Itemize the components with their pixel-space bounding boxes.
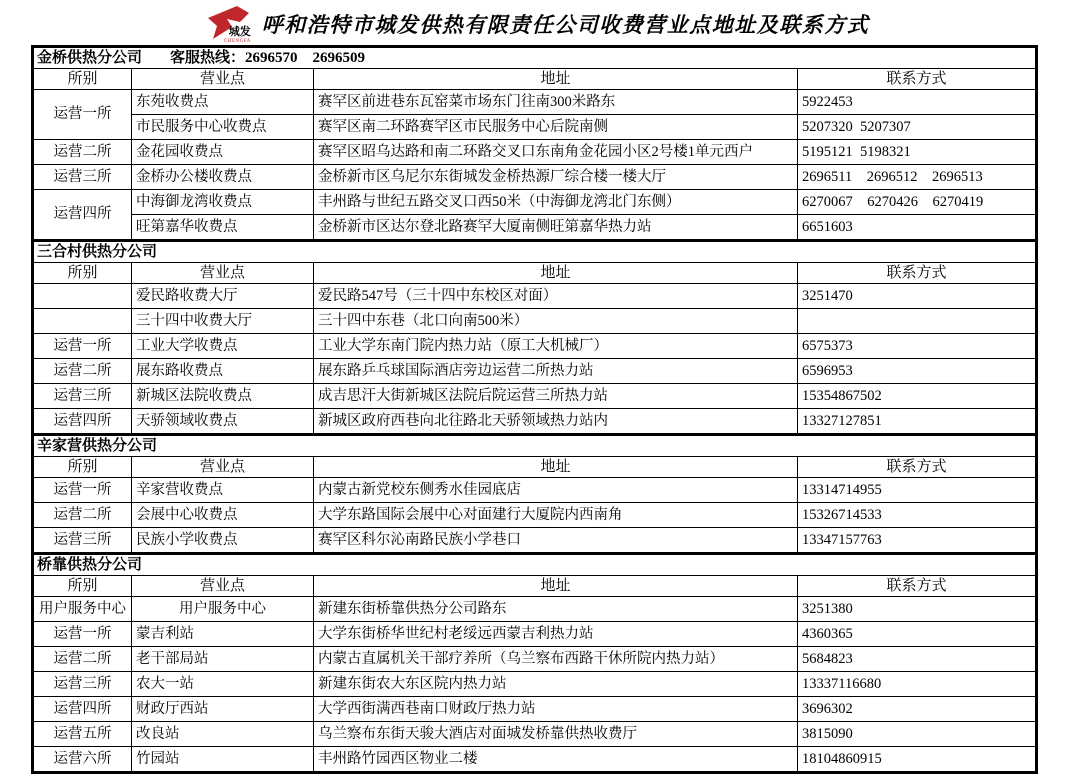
table-row [33, 284, 1037, 309]
hotline-label: 客服热线： [170, 49, 246, 66]
phone-cell: 3251380 [798, 597, 1037, 622]
column-header: 联系方式 [798, 457, 1037, 478]
phone-cell: 5207320 5207307 [798, 115, 1037, 140]
phone-cell: 6596953 [798, 359, 1037, 384]
point-cell: 民族小学收费点 [132, 528, 314, 554]
address-cell: 工业大学东南门院内热力站（原工大机械厂） [314, 334, 798, 359]
column-header: 地址 [314, 69, 798, 90]
address-cell: 成吉思汗大街新城区法院后院运营三所热力站 [314, 384, 798, 409]
section-title-row [33, 241, 1037, 263]
address-cell: 内蒙古新党校东侧秀水佳园底店 [314, 478, 798, 503]
phone-cell: 13314714955 [798, 478, 1037, 503]
point-cell: 市民服务中心收费点 [132, 115, 314, 140]
table-row [33, 409, 1037, 435]
office-cell: 运营三所 [33, 165, 132, 190]
table-row [33, 622, 1037, 647]
table-row [33, 747, 1037, 773]
point-cell: 辛家营收费点 [132, 478, 314, 503]
office-cell: 运营六所 [33, 747, 132, 773]
point-cell: 老干部局站 [132, 647, 314, 672]
column-header: 所别 [33, 69, 132, 90]
table-row [33, 597, 1037, 622]
phone-cell: 6270067 6270426 6270419 [798, 190, 1037, 215]
point-cell: 展东路收费点 [132, 359, 314, 384]
address-cell: 爱民路547号（三十四中东校区对面） [314, 284, 798, 309]
page-header [0, 0, 1075, 45]
address-cell: 三十四中东巷（北口向南500米） [314, 309, 798, 334]
column-header: 所别 [33, 576, 132, 597]
table-row [33, 528, 1037, 554]
office-cell: 运营一所 [33, 334, 132, 359]
section-title-row [33, 435, 1037, 457]
table-row [33, 140, 1037, 165]
table-row [33, 90, 1037, 115]
table-row [33, 647, 1037, 672]
point-cell: 竹园站 [132, 747, 314, 773]
column-header: 营业点 [132, 576, 314, 597]
column-header-row [33, 457, 1037, 478]
column-header: 营业点 [132, 263, 314, 284]
address-cell: 赛罕区南二环路赛罕区市民服务中心后院南侧 [314, 115, 798, 140]
office-cell: 运营一所 [33, 478, 132, 503]
office-cell: 用户服务中心 [33, 597, 132, 622]
column-header: 联系方式 [798, 69, 1037, 90]
office-cell [33, 284, 132, 309]
section-name: 桥靠供热分公司 [37, 556, 143, 573]
column-header: 所别 [33, 263, 132, 284]
section-name: 辛家营供热分公司 [37, 437, 158, 454]
column-header: 地址 [314, 576, 798, 597]
payment-points-table [31, 45, 1038, 774]
address-cell: 新建东街桥靠供热分公司路东 [314, 597, 798, 622]
section-title [33, 241, 1037, 263]
point-cell: 金花园收费点 [132, 140, 314, 165]
phone-cell: 4360365 [798, 622, 1037, 647]
address-cell: 乌兰察布东街天骏大酒店对面城发桥靠供热收费厅 [314, 722, 798, 747]
office-cell: 运营二所 [33, 140, 132, 165]
section-title [33, 554, 1037, 576]
point-cell: 蒙吉利站 [132, 622, 314, 647]
office-cell: 运营二所 [33, 647, 132, 672]
address-cell: 大学东街桥华世纪村老绥远西蒙吉利热力站 [314, 622, 798, 647]
column-header: 地址 [314, 457, 798, 478]
phone-cell: 5922453 [798, 90, 1037, 115]
section-title [33, 47, 1037, 69]
phone-cell: 3815090 [798, 722, 1037, 747]
phone-cell: 18104860915 [798, 747, 1037, 773]
point-cell: 会展中心收费点 [132, 503, 314, 528]
address-cell: 丰州路与世纪五路交叉口西50米（中海御龙湾北门东侧） [314, 190, 798, 215]
phone-cell: 2696511 2696512 2696513 [798, 165, 1037, 190]
section-title [33, 435, 1037, 457]
table-row [33, 503, 1037, 528]
address-cell: 赛罕区昭乌达路和南二环路交叉口东南角金花园小区2号楼1单元西户 [314, 140, 798, 165]
point-cell: 改良站 [132, 722, 314, 747]
column-header: 联系方式 [798, 263, 1037, 284]
address-cell: 新城区政府西巷向北往路北天骄领域热力站内 [314, 409, 798, 435]
column-header: 联系方式 [798, 576, 1037, 597]
address-cell: 赛罕区科尔沁南路民族小学巷口 [314, 528, 798, 554]
point-cell: 新城区法院收费点 [132, 384, 314, 409]
phone-cell: 5195121 5198321 [798, 140, 1037, 165]
office-cell: 运营一所 [33, 90, 132, 140]
point-cell: 用户服务中心 [132, 597, 314, 622]
point-cell: 天骄领域收费点 [132, 409, 314, 435]
section-name: 金桥供热分公司 [37, 49, 143, 66]
phone-cell: 13347157763 [798, 528, 1037, 554]
office-cell: 运营三所 [33, 384, 132, 409]
phone-cell: 6651603 [798, 215, 1037, 241]
address-cell: 丰州路竹园西区物业二楼 [314, 747, 798, 773]
hotline-numbers: 2696570 2696509 [245, 49, 366, 66]
column-header-row [33, 263, 1037, 284]
office-cell: 运营四所 [33, 409, 132, 435]
address-cell: 大学东路国际会展中心对面建行大厦院内西南角 [314, 503, 798, 528]
table-row [33, 165, 1037, 190]
column-header: 营业点 [132, 69, 314, 90]
table-row [33, 384, 1037, 409]
phone-cell: 15354867502 [798, 384, 1037, 409]
section-title-row [33, 554, 1037, 576]
address-cell: 金桥新市区乌尼尔东街城发金桥热源厂综合楼一楼大厅 [314, 165, 798, 190]
office-cell: 运营一所 [33, 622, 132, 647]
table-row [33, 672, 1037, 697]
point-cell: 中海御龙湾收费点 [132, 190, 314, 215]
office-cell: 运营四所 [33, 697, 132, 722]
table-row [33, 334, 1037, 359]
office-cell [33, 309, 132, 334]
office-cell: 运营二所 [33, 359, 132, 384]
table-row [33, 115, 1037, 140]
phone-cell: 13327127851 [798, 409, 1037, 435]
column-header-row [33, 576, 1037, 597]
phone-cell: 3251470 [798, 284, 1037, 309]
table-row [33, 697, 1037, 722]
table-row [33, 190, 1037, 215]
page-title: 呼和浩特市城发供热有限责任公司收费营业点地址及联系方式 [261, 13, 870, 37]
point-cell: 财政厅西站 [132, 697, 314, 722]
table-row [33, 478, 1037, 503]
phone-cell: 15326714533 [798, 503, 1037, 528]
point-cell: 三十四中收费大厅 [132, 309, 314, 334]
address-cell: 赛罕区前进巷东瓦窑菜市场东门往南300米路东 [314, 90, 798, 115]
column-header-row [33, 69, 1037, 90]
logo-text: 城发 [228, 26, 251, 38]
section-name: 三合村供热分公司 [37, 243, 158, 260]
address-cell: 展东路乒乓球国际酒店旁边运营二所热力站 [314, 359, 798, 384]
address-cell: 大学西街满西巷南口财政厅热力站 [314, 697, 798, 722]
point-cell: 农大一站 [132, 672, 314, 697]
logo-subtext: CHENGFA [224, 39, 251, 44]
office-cell: 运营三所 [33, 672, 132, 697]
column-header: 地址 [314, 263, 798, 284]
point-cell: 旺第嘉华收费点 [132, 215, 314, 241]
point-cell: 金桥办公楼收费点 [132, 165, 314, 190]
logo-flag-icon [206, 4, 252, 44]
address-cell: 内蒙古直属机关干部疗养所（乌兰察布西路干休所院内热力站） [314, 647, 798, 672]
point-cell: 工业大学收费点 [132, 334, 314, 359]
point-cell: 东苑收费点 [132, 90, 314, 115]
column-header: 营业点 [132, 457, 314, 478]
section-title-row [33, 47, 1037, 69]
table-row [33, 359, 1037, 384]
phone-cell: 6575373 [798, 334, 1037, 359]
phone-cell: 5684823 [798, 647, 1037, 672]
phone-cell: 3696302 [798, 697, 1037, 722]
table-row [33, 722, 1037, 747]
chengfa-logo [206, 4, 252, 44]
office-cell: 运营四所 [33, 190, 132, 241]
phone-cell [798, 309, 1037, 334]
table-row [33, 215, 1037, 241]
office-cell: 运营二所 [33, 503, 132, 528]
address-cell: 新建东街农大东区院内热力站 [314, 672, 798, 697]
table-row [33, 309, 1037, 334]
phone-cell: 13337116680 [798, 672, 1037, 697]
column-header: 所别 [33, 457, 132, 478]
office-cell: 运营五所 [33, 722, 132, 747]
address-cell: 金桥新市区达尔登北路赛罕大厦南侧旺第嘉华热力站 [314, 215, 798, 241]
point-cell: 爱民路收费大厅 [132, 284, 314, 309]
office-cell: 运营三所 [33, 528, 132, 554]
